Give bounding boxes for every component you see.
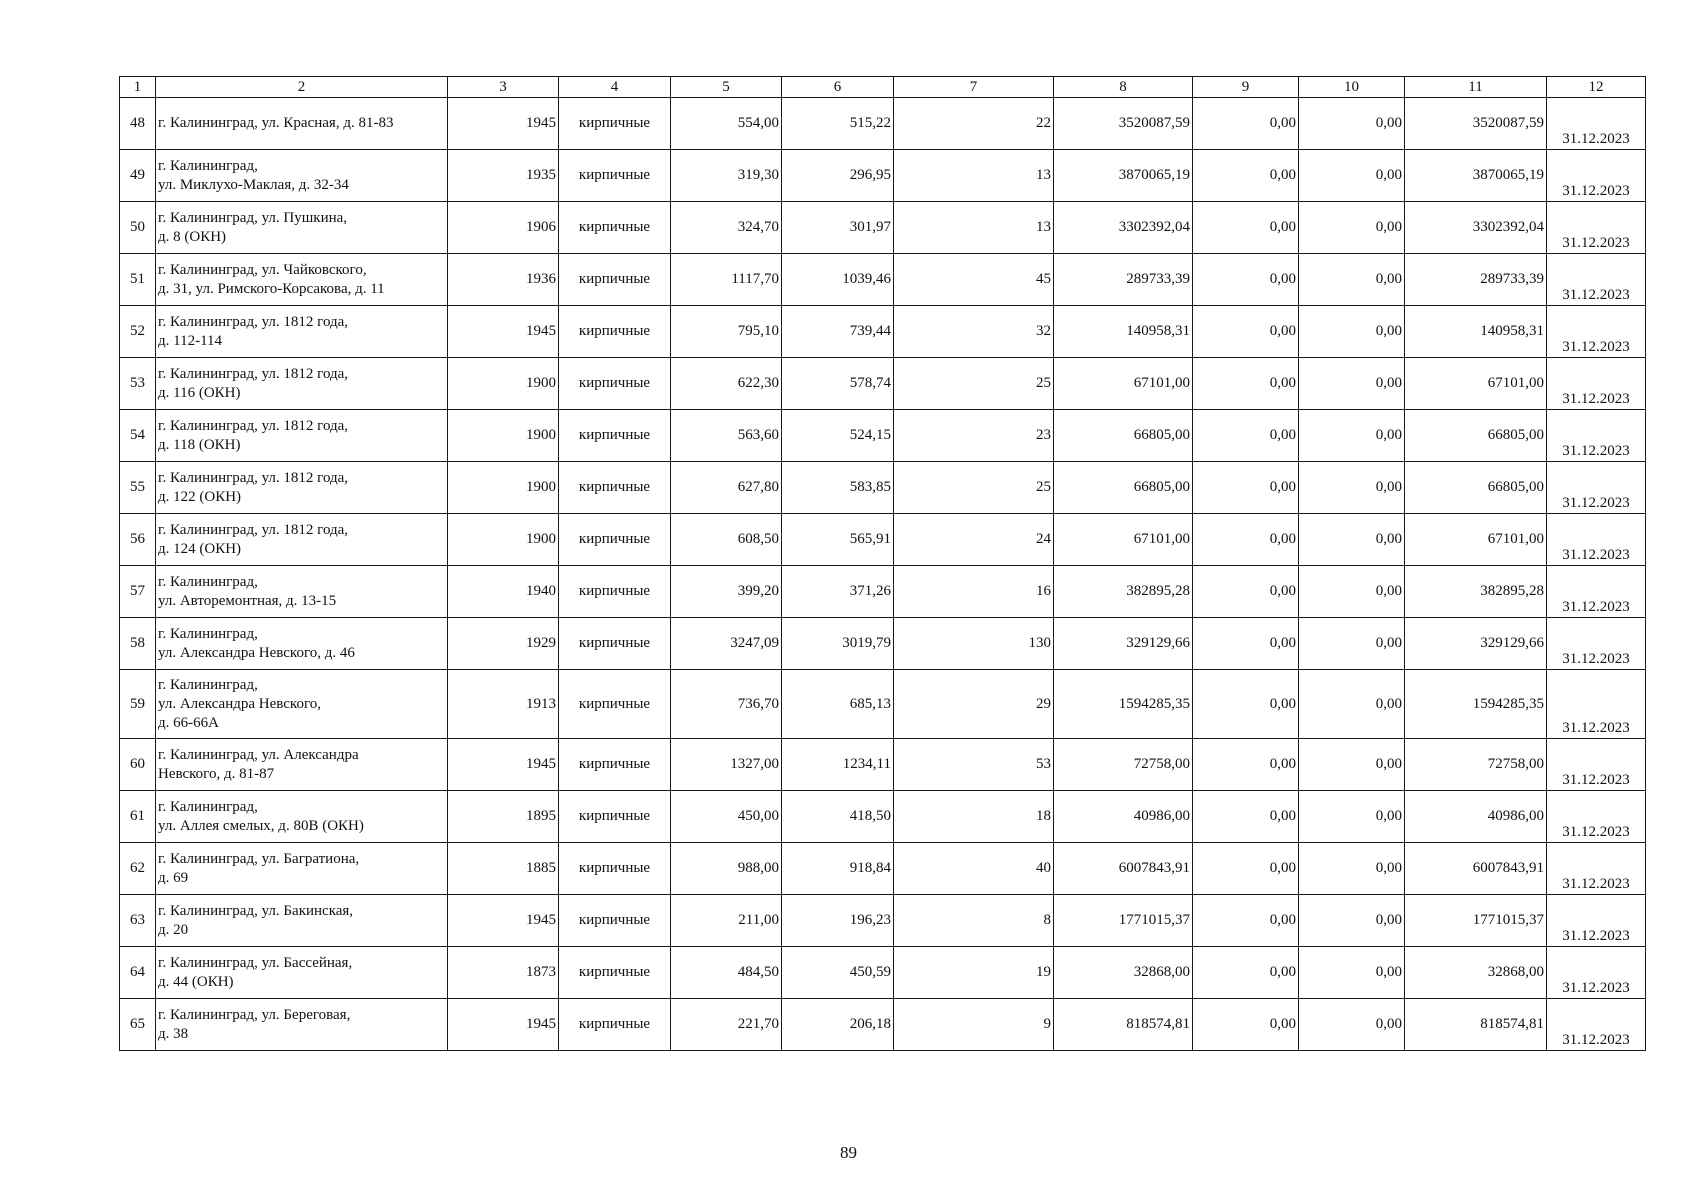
col11-cell: 382895,28 [1405, 566, 1547, 618]
year-cell: 1900 [448, 462, 559, 514]
address-line: г. Калининград, ул. Александра [158, 746, 359, 763]
address-line: д. 44 (ОКН) [158, 973, 234, 990]
col11-cell: 6007843,91 [1405, 843, 1547, 895]
col6-cell: 578,74 [782, 358, 894, 410]
col6-cell: 918,84 [782, 843, 894, 895]
address-line: д. 118 (ОКН) [158, 436, 241, 453]
address-line: ул. Миклухо-Маклая, д. 32-34 [158, 176, 349, 193]
col6-cell: 685,13 [782, 670, 894, 739]
address-cell [156, 410, 448, 462]
column-header: 4 [559, 77, 671, 98]
column-header: 5 [671, 77, 782, 98]
address-line: д. 8 (ОКН) [158, 228, 227, 245]
col7-cell: 25 [894, 358, 1054, 410]
col8-cell: 40986,00 [1054, 791, 1193, 843]
date-cell: 31.12.2023 [1547, 98, 1646, 150]
row-number: 62 [120, 843, 156, 895]
col10-cell: 0,00 [1299, 202, 1405, 254]
col10-cell: 0,00 [1299, 254, 1405, 306]
col9-cell: 0,00 [1193, 98, 1299, 150]
address-line: ул. Александра Невского, д. 46 [158, 644, 355, 661]
wall-material-cell: кирпичные [559, 670, 671, 739]
col5-cell: 319,30 [671, 150, 782, 202]
table-row [120, 843, 1646, 895]
wall-material-cell: кирпичные [559, 306, 671, 358]
date-cell: 31.12.2023 [1547, 947, 1646, 999]
date-cell: 31.12.2023 [1547, 306, 1646, 358]
col5-cell: 736,70 [671, 670, 782, 739]
address-cell [156, 947, 448, 999]
col8-cell: 1771015,37 [1054, 895, 1193, 947]
col5-cell: 795,10 [671, 306, 782, 358]
date-cell: 31.12.2023 [1547, 999, 1646, 1051]
col11-cell: 67101,00 [1405, 358, 1547, 410]
address-cell [156, 791, 448, 843]
page-number: 89 [840, 1143, 857, 1162]
col6-cell: 515,22 [782, 98, 894, 150]
col9-cell: 0,00 [1193, 670, 1299, 739]
col8-cell: 382895,28 [1054, 566, 1193, 618]
col6-cell: 371,26 [782, 566, 894, 618]
address-cell [156, 895, 448, 947]
wall-material-cell: кирпичные [559, 895, 671, 947]
address-line: г. Калининград, [158, 625, 258, 642]
year-cell: 1936 [448, 254, 559, 306]
col7-cell: 18 [894, 791, 1054, 843]
col11-cell: 140958,31 [1405, 306, 1547, 358]
col6-cell: 196,23 [782, 895, 894, 947]
col8-cell: 818574,81 [1054, 999, 1193, 1051]
col11-cell: 40986,00 [1405, 791, 1547, 843]
col8-cell: 6007843,91 [1054, 843, 1193, 895]
col9-cell: 0,00 [1193, 410, 1299, 462]
address-line: г. Калининград, ул. Бассейная, [158, 954, 353, 971]
table-row [120, 999, 1646, 1051]
col8-cell: 66805,00 [1054, 410, 1193, 462]
address-line: г. Калининград, ул. 1812 года, [158, 521, 349, 538]
row-number: 54 [120, 410, 156, 462]
date-cell: 31.12.2023 [1547, 843, 1646, 895]
address-line: г. Калининград, [158, 157, 258, 174]
year-cell: 1895 [448, 791, 559, 843]
address-line: д. 112-114 [158, 332, 223, 349]
col7-cell: 13 [894, 202, 1054, 254]
col8-cell: 289733,39 [1054, 254, 1193, 306]
col5-cell: 1327,00 [671, 739, 782, 791]
col11-cell: 1594285,35 [1405, 670, 1547, 739]
address-line: г. Калининград, ул. Береговая, [158, 1006, 351, 1023]
wall-material-cell: кирпичные [559, 618, 671, 670]
address-line: д. 116 (ОКН) [158, 384, 241, 401]
col9-cell: 0,00 [1193, 306, 1299, 358]
address-line: д. 66-66А [158, 714, 219, 731]
address-line: д. 122 (ОКН) [158, 488, 242, 505]
row-number: 58 [120, 618, 156, 670]
table-row [120, 618, 1646, 670]
address-cell [156, 150, 448, 202]
col11-cell: 818574,81 [1405, 999, 1547, 1051]
col10-cell: 0,00 [1299, 618, 1405, 670]
col7-cell: 25 [894, 462, 1054, 514]
col8-cell: 329129,66 [1054, 618, 1193, 670]
col5-cell: 1117,70 [671, 254, 782, 306]
year-cell: 1935 [448, 150, 559, 202]
table-body [120, 98, 1646, 1051]
col5-cell: 221,70 [671, 999, 782, 1051]
col11-cell: 66805,00 [1405, 462, 1547, 514]
address-cell [156, 358, 448, 410]
column-number-header-row [120, 77, 1646, 98]
col9-cell: 0,00 [1193, 791, 1299, 843]
address-line: ул. Александра Невского, [158, 695, 321, 712]
table-row [120, 202, 1646, 254]
address-line: г. Калининград, ул. Чайковского, [158, 261, 367, 278]
date-cell: 31.12.2023 [1547, 791, 1646, 843]
col6-cell: 301,97 [782, 202, 894, 254]
wall-material-cell: кирпичные [559, 947, 671, 999]
col7-cell: 23 [894, 410, 1054, 462]
date-cell: 31.12.2023 [1547, 410, 1646, 462]
row-number: 63 [120, 895, 156, 947]
col5-cell: 563,60 [671, 410, 782, 462]
col5-cell: 211,00 [671, 895, 782, 947]
col7-cell: 24 [894, 514, 1054, 566]
address-cell [156, 254, 448, 306]
col9-cell: 0,00 [1193, 895, 1299, 947]
address-line: г. Калининград, ул. 1812 года, [158, 469, 349, 486]
col5-cell: 450,00 [671, 791, 782, 843]
row-number: 50 [120, 202, 156, 254]
year-cell: 1913 [448, 670, 559, 739]
address-cell [156, 566, 448, 618]
year-cell: 1900 [448, 514, 559, 566]
row-number: 51 [120, 254, 156, 306]
col9-cell: 0,00 [1193, 358, 1299, 410]
date-cell: 31.12.2023 [1547, 514, 1646, 566]
row-number: 64 [120, 947, 156, 999]
year-cell: 1940 [448, 566, 559, 618]
date-cell: 31.12.2023 [1547, 358, 1646, 410]
col6-cell: 206,18 [782, 999, 894, 1051]
col11-cell: 1771015,37 [1405, 895, 1547, 947]
col11-cell: 289733,39 [1405, 254, 1547, 306]
col10-cell: 0,00 [1299, 514, 1405, 566]
col10-cell: 0,00 [1299, 843, 1405, 895]
row-number: 53 [120, 358, 156, 410]
col8-cell: 67101,00 [1054, 358, 1193, 410]
col9-cell: 0,00 [1193, 947, 1299, 999]
table-row [120, 98, 1646, 150]
col9-cell: 0,00 [1193, 514, 1299, 566]
date-cell: 31.12.2023 [1547, 618, 1646, 670]
col9-cell: 0,00 [1193, 739, 1299, 791]
row-number: 61 [120, 791, 156, 843]
row-number: 56 [120, 514, 156, 566]
date-cell: 31.12.2023 [1547, 462, 1646, 514]
address-cell [156, 514, 448, 566]
wall-material-cell: кирпичные [559, 462, 671, 514]
col9-cell: 0,00 [1193, 254, 1299, 306]
date-cell: 31.12.2023 [1547, 150, 1646, 202]
year-cell: 1945 [448, 999, 559, 1051]
col9-cell: 0,00 [1193, 999, 1299, 1051]
column-header: 3 [448, 77, 559, 98]
column-header: 6 [782, 77, 894, 98]
year-cell: 1906 [448, 202, 559, 254]
col8-cell: 3520087,59 [1054, 98, 1193, 150]
col7-cell: 13 [894, 150, 1054, 202]
wall-material-cell: кирпичные [559, 791, 671, 843]
col9-cell: 0,00 [1193, 462, 1299, 514]
wall-material-cell: кирпичные [559, 999, 671, 1051]
col6-cell: 296,95 [782, 150, 894, 202]
date-cell: 31.12.2023 [1547, 202, 1646, 254]
date-cell: 31.12.2023 [1547, 895, 1646, 947]
table-row [120, 947, 1646, 999]
col10-cell: 0,00 [1299, 410, 1405, 462]
column-header: 9 [1193, 77, 1299, 98]
address-line: д. 124 (ОКН) [158, 540, 242, 557]
col6-cell: 739,44 [782, 306, 894, 358]
col6-cell: 418,50 [782, 791, 894, 843]
wall-material-cell: кирпичные [559, 202, 671, 254]
address-line: г. Калининград, ул. Бакинская, [158, 902, 354, 919]
address-line: д. 69 [158, 869, 189, 886]
col11-cell: 3520087,59 [1405, 98, 1547, 150]
year-cell: 1900 [448, 410, 559, 462]
col10-cell: 0,00 [1299, 566, 1405, 618]
row-number: 57 [120, 566, 156, 618]
col9-cell: 0,00 [1193, 202, 1299, 254]
year-cell: 1945 [448, 739, 559, 791]
col5-cell: 627,80 [671, 462, 782, 514]
col6-cell: 1039,46 [782, 254, 894, 306]
table-row [120, 358, 1646, 410]
date-cell: 31.12.2023 [1547, 566, 1646, 618]
col7-cell: 22 [894, 98, 1054, 150]
col5-cell: 3247,09 [671, 618, 782, 670]
address-line: г. Калининград, [158, 676, 258, 693]
row-number: 60 [120, 739, 156, 791]
address-cell [156, 306, 448, 358]
table-row [120, 150, 1646, 202]
col5-cell: 608,50 [671, 514, 782, 566]
col10-cell: 0,00 [1299, 895, 1405, 947]
col8-cell: 66805,00 [1054, 462, 1193, 514]
col7-cell: 53 [894, 739, 1054, 791]
wall-material-cell: кирпичные [559, 843, 671, 895]
address-cell [156, 462, 448, 514]
address-cell [156, 670, 448, 739]
col5-cell: 554,00 [671, 98, 782, 150]
table-row [120, 514, 1646, 566]
date-cell: 31.12.2023 [1547, 254, 1646, 306]
col6-cell: 565,91 [782, 514, 894, 566]
col8-cell: 3302392,04 [1054, 202, 1193, 254]
wall-material-cell: кирпичные [559, 739, 671, 791]
row-number: 52 [120, 306, 156, 358]
year-cell: 1873 [448, 947, 559, 999]
col10-cell: 0,00 [1299, 462, 1405, 514]
address-line: г. Калининград, ул. 1812 года, [158, 417, 349, 434]
col11-cell: 3870065,19 [1405, 150, 1547, 202]
col7-cell: 45 [894, 254, 1054, 306]
col10-cell: 0,00 [1299, 999, 1405, 1051]
year-cell: 1945 [448, 306, 559, 358]
address-line: ул. Авторемонтная, д. 13-15 [158, 592, 337, 609]
col7-cell: 8 [894, 895, 1054, 947]
col8-cell: 3870065,19 [1054, 150, 1193, 202]
col11-cell: 32868,00 [1405, 947, 1547, 999]
col6-cell: 1234,11 [782, 739, 894, 791]
column-header: 7 [894, 77, 1054, 98]
housing-registry-table [119, 76, 1646, 1051]
col10-cell: 0,00 [1299, 98, 1405, 150]
col8-cell: 72758,00 [1054, 739, 1193, 791]
col10-cell: 0,00 [1299, 306, 1405, 358]
column-header: 11 [1405, 77, 1547, 98]
table-row [120, 306, 1646, 358]
wall-material-cell: кирпичные [559, 358, 671, 410]
col10-cell: 0,00 [1299, 150, 1405, 202]
col6-cell: 450,59 [782, 947, 894, 999]
wall-material-cell: кирпичные [559, 566, 671, 618]
col6-cell: 524,15 [782, 410, 894, 462]
col9-cell: 0,00 [1193, 150, 1299, 202]
date-cell: 31.12.2023 [1547, 670, 1646, 739]
column-header: 8 [1054, 77, 1193, 98]
year-cell: 1885 [448, 843, 559, 895]
table-row [120, 670, 1646, 739]
address-line: д. 31, ул. Римского-Корсакова, д. 11 [158, 280, 385, 297]
col5-cell: 484,50 [671, 947, 782, 999]
address-cell [156, 202, 448, 254]
column-header: 12 [1547, 77, 1646, 98]
col6-cell: 3019,79 [782, 618, 894, 670]
col6-cell: 583,85 [782, 462, 894, 514]
wall-material-cell: кирпичные [559, 254, 671, 306]
address-cell [156, 843, 448, 895]
row-number: 59 [120, 670, 156, 739]
col7-cell: 9 [894, 999, 1054, 1051]
address-line: г. Калининград, ул. 1812 года, [158, 365, 349, 382]
col8-cell: 32868,00 [1054, 947, 1193, 999]
year-cell: 1945 [448, 895, 559, 947]
col11-cell: 329129,66 [1405, 618, 1547, 670]
col9-cell: 0,00 [1193, 566, 1299, 618]
col11-cell: 66805,00 [1405, 410, 1547, 462]
address-line: г. Калининград, ул. Багратиона, [158, 850, 360, 867]
table-row [120, 739, 1646, 791]
address-line: ул. Аллея смелых, д. 80В (ОКН) [158, 817, 364, 834]
wall-material-cell: кирпичные [559, 410, 671, 462]
table-row [120, 462, 1646, 514]
address-line: г. Калининград, ул. Пушкина, [158, 209, 348, 226]
col5-cell: 399,20 [671, 566, 782, 618]
col8-cell: 67101,00 [1054, 514, 1193, 566]
col11-cell: 67101,00 [1405, 514, 1547, 566]
address-line: г. Калининград, [158, 573, 258, 590]
col5-cell: 988,00 [671, 843, 782, 895]
column-header: 2 [156, 77, 448, 98]
row-number: 48 [120, 98, 156, 150]
address-cell [156, 739, 448, 791]
address-line: г. Калининград, [158, 798, 258, 815]
col10-cell: 0,00 [1299, 947, 1405, 999]
wall-material-cell: кирпичные [559, 98, 671, 150]
col5-cell: 622,30 [671, 358, 782, 410]
column-header: 10 [1299, 77, 1405, 98]
table-row [120, 791, 1646, 843]
col7-cell: 29 [894, 670, 1054, 739]
col7-cell: 130 [894, 618, 1054, 670]
col11-cell: 3302392,04 [1405, 202, 1547, 254]
address-cell [156, 618, 448, 670]
address-cell [156, 98, 448, 150]
year-cell: 1900 [448, 358, 559, 410]
col9-cell: 0,00 [1193, 843, 1299, 895]
col9-cell: 0,00 [1193, 618, 1299, 670]
col10-cell: 0,00 [1299, 670, 1405, 739]
address-line: д. 38 [158, 1025, 189, 1042]
col7-cell: 16 [894, 566, 1054, 618]
wall-material-cell: кирпичные [559, 514, 671, 566]
table-row [120, 895, 1646, 947]
table-row [120, 410, 1646, 462]
col7-cell: 32 [894, 306, 1054, 358]
col10-cell: 0,00 [1299, 739, 1405, 791]
year-cell: 1945 [448, 98, 559, 150]
col8-cell: 140958,31 [1054, 306, 1193, 358]
table-row [120, 254, 1646, 306]
col7-cell: 19 [894, 947, 1054, 999]
wall-material-cell: кирпичные [559, 150, 671, 202]
row-number: 65 [120, 999, 156, 1051]
year-cell: 1929 [448, 618, 559, 670]
address-line: г. Калининград, ул. Красная, д. 81-83 [158, 115, 394, 131]
column-header: 1 [120, 77, 156, 98]
col11-cell: 72758,00 [1405, 739, 1547, 791]
row-number: 49 [120, 150, 156, 202]
col10-cell: 0,00 [1299, 791, 1405, 843]
address-line: г. Калининград, ул. 1812 года, [158, 313, 349, 330]
row-number: 55 [120, 462, 156, 514]
col8-cell: 1594285,35 [1054, 670, 1193, 739]
col7-cell: 40 [894, 843, 1054, 895]
table-row [120, 566, 1646, 618]
col10-cell: 0,00 [1299, 358, 1405, 410]
address-line: Невского, д. 81-87 [158, 765, 275, 782]
address-cell [156, 999, 448, 1051]
col5-cell: 324,70 [671, 202, 782, 254]
date-cell: 31.12.2023 [1547, 739, 1646, 791]
address-line: д. 20 [158, 921, 189, 938]
